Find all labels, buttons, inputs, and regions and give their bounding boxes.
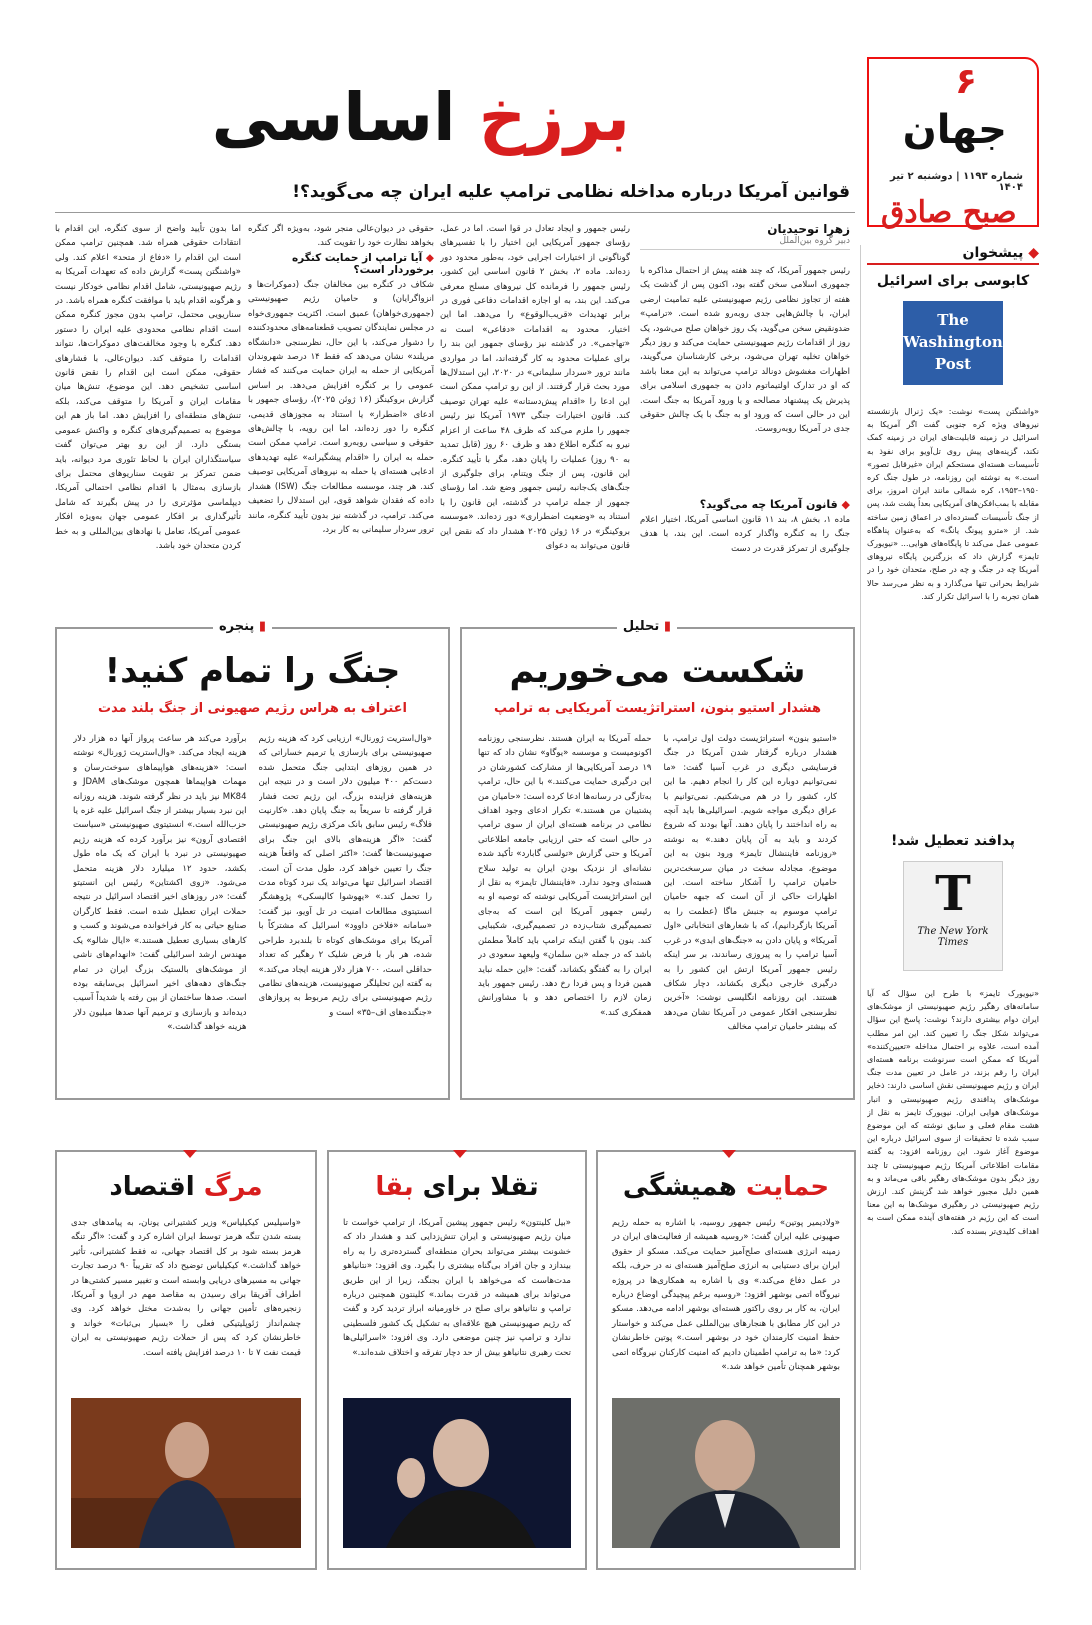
- clinton-photo: [343, 1398, 571, 1548]
- sidebar-item2-title: پدافند تعطیل شد!: [890, 833, 1016, 849]
- window-text-2: برآورد می‌کند هر ساعت پرواز آنها ده هزار دلار هزینه ایجاد می‌کند. «وال‌استریت ژورنال» نوشته است: «هزینه‌های هواپیماهای سوخت‌رسان و مهمات هواپیماها همچون موشک‌های JDAM و MK84 نیز باید در نظر گرفته شوند. هزینه روزانه این نبرد بسیار بیشتر از جنگ اسرائیل علیه غزه یا حزب‌الله است.» انستیتوی صهیونیستی «سیاست اقتصادی آرون» نیز برآورد کرده که هزینه رژیم صهیونیستی در نبرد با ایران که یک ماه طول بکشد، حدود ۱۲ میلیارد دلار هزینه متحمل می‌شود. «زوی اکشتاین» رئیس این انستیتو گفت: «در روزهای اخیر اقتصاد اسرائیل در نتیجه حملات ایران تعطیل شده است. فقط کارگران صنایع حیاتی به کار فراخوانده می‌شوند و کسب و کارهای بسیاری تعطیل هستند.» «ایال شالو» یک مهندس ارشد اسرائیلی گفت: «انهدام‌های ناشی از موشک‌های بالستیک بزرگ ایران در تمام جنگ‌های دهه‌های اخیر اسرائیل بی‌سابقه بوده است. صدها ساختمان از بین رفته یا شدیداً آسیب دیده‌اند و بازسازی و ترمیم آنها صدها میلیون دلار هزینه خواهد گذاشت.»: [73, 734, 247, 1033]
- economy-title: مرگ اقتصاد: [109, 1172, 263, 1202]
- author-role: دبیر گروه بین‌الملل: [640, 236, 850, 250]
- window-title: جنگ را تمام کنید!: [104, 651, 401, 691]
- economy-text: «واسیلیس کیکیلیاس» وزیر کشتیرانی یونان، به پیامدهای جدی بسته شدن تنگه هرمز توسط ایران اشاره کرد و گفت: «اگر تنگه هرمز بسته شود بر کل اقتصاد جهانی، نه فقط کشتیرانی، تأثیر خواهد گذاشت.» کیکیلیاس توضیح داد که تقریباً ۹۰ درصد تجارت جهانی به مسیرهای دریایی وابسته است و تغییر مسیر کشتی‌ها در اطراف آفریقا برای رسیدن به مقاصد مهم در اروپا و آمریکا، زنجیره‌های تأمین جهانی را به‌شدت مختل خواهد کرد. وی چشم‌انداز ژئوپلیتیکی فعلی را «بسیار بی‌ثبات» خواند و خاطرنشان کرد که پس از حملات رژیم صهیونیستی به ایران قیمت نفت ۷ تا ۱۰ درصد افزایش یافته است.: [71, 1218, 301, 1358]
- new-york-times-logo: T The New York Times: [903, 861, 1003, 971]
- window-box-label: ▮ پنجره: [213, 619, 272, 634]
- box-notch: [453, 1150, 467, 1158]
- lead-column-1: [640, 222, 850, 600]
- bottom-box-survival: [327, 1150, 587, 1570]
- person-photo-icon: [612, 1398, 840, 1548]
- main-subheadline: قوانین آمریکا درباره مداخله نظامی ترامپ علیه ایران چه می‌گوید؟!: [292, 182, 850, 202]
- window-subtitle: اعتراف به هراس رژیم صهیونی از جنگ بلند مدت: [98, 701, 407, 716]
- headline-black-part: اساسی: [211, 79, 456, 156]
- main-headline: [211, 78, 630, 158]
- lead-column-4: اما بدون تأیید واضح از سوی کنگره، این اقدام با انتقادات حقوقی همراه شد. همچنین ترامپ ممکن است این اقدام را «دفاع از متحد» اعلام کند. ولی «واشنگتن پست» گزارش داده که تعهدات آمریکا به رژیم صهیونیستی، شامل اقدام نظامی خودکار نیست و هرگونه اقدام باید با موافقت کنگره همراه باشد. در سناریویی محتمل، ترامپ بدون مجوز کنگره ممکن است اقدام نظامی محدودی علیه ایران را دستور دهد. کنگره با وجود مخالفت‌های دموکرات‌ها، نتواند اقدامات را متوقف کند. دیوان‌عالی، با فشارهای حقوقی، ممکن است این اقدام را نقض قانون اساسی تشخیص دهد. این موضوع، تنش‌ها میان مقامات ایران و آمریکا را متوقف می‌کند، بلکه تنش‌های منطقه‌ای را افزایش دهد. اما باز هم این موضوع به تصمیم‌گیری‌های کنگره و واکنش عمومی بستگی دارد. از این رو بهتر می‌توان گفت سیاستگذاران ایران با لحاظ تئوری مرد دیوانه، باید ضمن تمرکز بر تقویت سناریوهای محتمل برای بازسازی به‌مثال با اقدام نظامی احتمالی آمریکا، دیپلماسی مؤثرتری را در پیش بگیرند که شامل تأثیرگذاری بر افکار عمومی جهان به‌ویژه افکار عمومی آمریکا، تعامل با نهادهای بین‌المللی و به خط کردن متحدان خود باشد.: [55, 224, 241, 551]
- box-notch: [183, 1150, 197, 1158]
- putin-photo: [612, 1398, 840, 1548]
- survival-text: «بیل کلینتون» رئیس جمهور پیشین آمریکا، از ترامپ خواست تا میان رژیم صهیونیستی و ایران تنش‌زدایی کند و هشدار داد که خشونت بیشتر می‌تواند بحران منطقه‌ای گسترده‌تری را به راه بیندازد و جان افراد بی‌گناه بیشتری را بگیرد. وی افزود: «نتانیاهو مدت‌هاست که می‌خواهد با ایران بجنگد، زیرا از این طریق می‌تواند برای همیشه در قدرت بماند.» کلینتون همچنین درباره ترامپ و نتانیاهو برای صلح در خاورمیانه ابراز تردید کرد و گفت که رژیم صهیونیستی هیچ علاقه‌ای به تشکیل یک کشور فلسطینی ندارد و ترامپ نیز چنین موضعی دارد. وی افزود: «اسرائیلی‌ها تحت رهبری نتانیاهو بیش از حد دچار تفرقه و اختلاف شده‌اند.»: [343, 1218, 571, 1358]
- lead-question-2: ◆ آیا ترامپ از حمایت کنگره برخوردار است؟: [291, 252, 434, 276]
- sidebar-item2-text: «نیویورک تایمز» با طرح این سؤال که آیا سامانه‌های رهگیر رژیم صهیونیستی از موشک‌های ایران دوام بیشتری دارند؟ نوشت: پاسخ این سؤال می‌تواند شکل جنگ را تعیین کند. این امر مطلب آمده است، علاوه بر احتمال مداخله «تعیین‌کننده» آمریکا که ممکن است سرنوشت برنامه هسته‌ای ایران را رقم بزند، در عامل در تعیین مدت جنگ ایران و رژیم صهیونیستی نقش اساسی دارند: ذخایر موشک‌های پدافندی رژیم صهیونیستی و انبار موشک‌های هوایی ایران. نیویورک تایمز به نقل از هشت مقام فعلی و سابق نوشته که این موضوع سبب شده تا تحقیقات از سوی اسرائیل درباره این موضوع آغاز شود. این روزنامه افزود: به گفته مقامات اطلاعاتی آمریکا رژیم صهیونیستی تا چند روز دیگر بدون موشک‌های رهگیر باقی می‌ماند و به همین دلیل مجبور خواهد شد گزینش کند. ارزش رژیم صهیونیستی در رهگیری موشک‌ها به این معنا است که این رژیم در هفته‌های آینده ممکن است به اهداف کلیدی‌تر بسنده کند.: [867, 989, 1039, 1236]
- sidebar-label: ◆ پیشخوان: [867, 245, 1039, 265]
- brand-logo: صبح صادق: [881, 195, 1017, 230]
- section-title: جهان: [902, 107, 1007, 153]
- window-text-1: «وال‌استریت ژورنال» ارزیابی کرد که هزینه رژیم صهیونیستی برای بازسازی یا ترمیم خساراتی که در همین روزهای ابتدایی جنگ متحمل شده دست‌کم ۴۰۰ میلیون دلار است و در نتیجه این هزینه‌های فزاینده بزرگ، این رژیم تحت فشار قرار گرفته تا سریعاً به جنگ پایان دهد. «کارنیت فلاگ» رئیس سابق بانک مرکزی رژیم صهیونیستی گفت: «اگر هزینه‌های بالای این جنگ برای صهیونیست‌ها گفت: «اکثر اصلی که واقعاً هزینه جنگ را تعیین خواهد کرد، طول مدت آن است. اقتصاد اسرائیل تنها می‌تواند یک نبرد کوتاه مدت را تحمل کند.» «یهوشوا کالیسکی» پژوهشگر انستیتوی مطالعات امنیت در تل آویو، نیز گفت: «سامانه «فلاخن داوود» اسرائیل که مشترکاً با آمریکا برای موشک‌های کوتاه تا بلندبرد طراحی شده، هر بار با فرض شلیک ۲ رهگیر که تعداد حداقلی است، ۷۰۰ هزار دلار هزینه ایجاد می‌کند.» به گفته این تحلیلگر صهیونیست، هزینه‌های نظامی رژیم صهیونیستی برای رژیم مربوط به پروازهای «جنگنده‌های اف–۳۵» است و: [258, 734, 432, 1018]
- analysis-box: [460, 619, 855, 1100]
- lead-column-3: [248, 222, 434, 596]
- masthead-logo-box: [867, 57, 1039, 230]
- washington-post-logo: The Washington Post: [903, 301, 1003, 385]
- headline-red-part: برزخ: [478, 79, 630, 156]
- issue-line: شماره ۱۱۹۳ | دوشنبه ۲ تیر ۱۴۰۴: [889, 171, 1023, 193]
- analysis-text-1: «استیو بنون» استراتژیست دولت اول ترامپ، با هشدار درباره گرفتار شدن آمریکا در جنگ فرسایشی دیگری در غرب آسیا گفت: «ما نمی‌توانیم دوباره این کار را انجام دهیم. ما این کار، کشور را در هم می‌شکنیم. نمی‌توانیم با عراق دیگری مواجه شویم. اسرائیلی‌ها باید آنچه به راه انداختند را پایان دهند. آنها بودند که شروع کردند و باید به آن پایان دهند.» به نوشته «روزنامه فایننشال تایمز» ورود بنون به این موضوع، مجادله سخت در میان سرسخت‌ترین حامیان ترامپ را آشکار ساخته است. این اظهارات حاکی از آن است که جبهه حامیان ترامپ موسوم به جنبش ماگا (عظمت را به آمریکا بازگردانیم)، که با شعارهای انتخاباتی «اول آمریکا» و پایان دادن به «جنگ‌های ابدی» در غرب آسیا ترامپ را به پیروزی رساندند، بر سر اینکه رئیس جمهور آمریکا ارتش این کشور را به درگیری خارجی دیگری بکشاند، دچار شکاف هستند. این روزنامه انگلیسی نوشت: «آخرین نظرسنجی افکار عمومی در آمریکا نشان می‌دهد که بیشتر حامیان ترامپ مخالف: [663, 734, 837, 1033]
- support-title: حمایت همیشگی: [622, 1172, 830, 1202]
- person-photo-icon: [71, 1398, 301, 1548]
- window-box: [55, 619, 450, 1100]
- person-photo-icon: [343, 1398, 571, 1548]
- lead-question-1: ◆ قانون آمریکا چه می‌گوید؟: [699, 498, 850, 511]
- box-notch: [722, 1150, 736, 1158]
- survival-title: تقلا برای بقا: [375, 1172, 539, 1202]
- analysis-subtitle: هشدار استیو بنون، استراتژیست آمریکایی به ترامپ: [493, 701, 822, 716]
- top-rule: [55, 212, 855, 213]
- bottom-box-economy: [55, 1150, 317, 1570]
- support-text: «ولادیمیر پوتین» رئیس جمهور روسیه، با اشاره به حمله رژیم صهیونی علیه ایران گفت: «روسیه همیشه از فعالیت‌های ایران در زمینه انرژی هسته‌ای صلح‌آمیز حمایت می‌کند. مسکو از حقوق ایران برای دستیابی به انرژی صلح‌آمیز هسته‌ای نه در حرف، بلکه در عمل دفاع می‌کند.» وی با اشاره به همکاری‌ها در پروژه نیروگاه اتمی بوشهر افزود: «روسیه برغم پیچیدگی اوضاع درباره ایران، به کار بر روی راکتور هسته‌ای بوشهر ادامه می‌دهد. مسکو در این کار مطابق با هنجارهای بین‌المللی عمل می‌کند و خواستار حفظ امنیت کارمندان خود در بوشهر است.» پوتین خاطرنشان کرد: «ما به ترامپ اطمینان دادیم که امنیت کارکنان نیروگاه اتمی بوشهر همچنان تأمین خواهد شد.»: [612, 1218, 840, 1373]
- lead-text-1: رئیس جمهور آمریکا، که چند هفته پیش از احتمال مذاکره با جمهوری اسلامی سخن گفته بود، اکنون پس از گذشت یک هفته از تجاوز نظامی رژیم صهیونیستی علیه تمامیت ارضی ایران، با چالش‌هایی جدی روبه‌رو شده است. «ترامپ» ضدونقیض سخن می‌گوید، یک روز خواهان صلح می‌شود، یک روز از اقدامات رژیم صهیونیستی حمایت می‌کند و روز دیگر خواهان تخلیه تهران می‌شود، برخی کارشناسان می‌گویند، اظهارات مغشوش دونالد ترامپ می‌تواند به این معنا باشد که او در تدارک اولتیماتوم دادن به جمهوری اسلامی برای پذیرش یک پیشنهاد مصالحه و یا ورود آمریکا به جنگ است. این در حالی است که ورود او به جنگ با یک چالش حقوقی جدی در آمریکا روبه‌روست.: [640, 266, 850, 435]
- author-name: زهرا توحیدیان: [767, 222, 850, 236]
- kikilias-photo: [71, 1398, 301, 1548]
- lead-column-2: رئیس جمهور و ایجاد تعادل در قوا است. اما در عمل، رؤسای جمهور آمریکایی این اختیار را با تفسیرهای گوناگونی از اختیارات اجرایی خود، به‌طور محدود دور زده‌اند. ماده ۲، بخش ۲ قانون اساسی این کشور، رئیس جمهور را فرمانده کل نیروهای مسلح معرفی می‌کند. این بند، به او اجازه اقدامات دفاعی فوری در برابر تهدیدات «قریب‌الوقوع» را می‌دهد. اما این اختیار، محدود به اقدامات «دفاعی» است نه «تهاجمی». در گذشته نیز رؤسای جمهور این بند را برای عملیات محدود به کار گرفته‌اند، اما در مواردی مانند ترور «سردار سلیمانی» در ۲۰۲۰، این استدلال‌ها مورد بحث قرار گرفتند. از این رو ترامپ ممکن است این ادعا را «اقدام پیش‌دستانه» علیه تهران توصیف کند. قانون اختیارات جنگی ۱۹۷۳ آمریکا نیز رئیس جمهور را ملزم می‌کند که ظرف ۴۸ ساعت از اعزام نیرو به کنگره اطلاع دهد و ظرف ۶۰ روز (قابل تمدید به ۹۰ روز) عملیات را پایان دهد، مگر با تأیید کنگره. این قانون، پس از جنگ ویتنام، برای جلوگیری از جنگ‌های یک‌جانبه رئیس جمهور وضع شد. اما رؤسای جمهور از جمله ترامپ در گذشته، این قانون را با استناد به «وضعیت اضطراری» دور زده‌اند. «موسسه بروکینگز» در ۱۶ ژوئن ۲۰۲۵ هشدار داد که نقض این قانون می‌تواند به دعوای: [440, 224, 630, 551]
- sidebar-item1-title: کابوسی برای اسرائیل: [876, 273, 1030, 289]
- lead-text-3: حقوقی در دیوان‌عالی منجر شود، به‌ویژه اگر کنگره بخواهد نظارت خود را تقویت کند.: [248, 224, 434, 249]
- lead-text-3b: شکاف در کنگره بین مخالفان جنگ (دموکرات‌ها و انزواگرایان) و حامیان رژیم صهیونیستی (جمهوری‌خواهان) عمیق است. اکثریت جمهوری‌خواه در مجلس نمایندگان تصویب قطعنامه‌های محدودکننده را دشوار می‌کند، با این حال، نظرسنجی «دانشگاه مریلند» نشان می‌دهد که فقط ۱۴ درصد شهروندان آمریکایی از حمله به ایران حمایت می‌کنند که فشار عمومی را بر کنگره افزایش می‌دهد. بر اساس گزارش بروکینگز (۱۶ ژوئن ۲۰۲۵)، رؤسای جمهور با ادعای «اضطرار» یا استناد به مجوزهای قدیمی، کنگره را دور زده‌اند، اما این رویه، با چالش‌های حقوقی و سیاسی روبه‌رو است. ترامپ ممکن است حمله به ایران را «اقدام پیشگیرانه» علیه تهدیدهای ادعایی هسته‌ای یا حمله به نیروهای آمریکایی توصیف کند. هر چند، موسسه مطالعات جنگ (ISW) هشدار داده که فقدان شواهد قوی، این استدلال را تضعیف می‌کند. ترامپ، در گذشته نیز بدون تأیید کنگره، مانند ترور سردار سلیمانی به کار برد،: [248, 280, 434, 535]
- sidebar: [867, 245, 1039, 1570]
- page-number: ۶: [955, 61, 977, 102]
- analysis-text-2: حمله آمریکا به ایران هستند. نظرسنجی روزنامه اکونومیست و موسسه «یوگاو» نشان داد که تنها ۱۹ درصد آمریکایی‌ها از مشارکت کشورشان در این درگیری حمایت می‌کنند.» با این حال، ترامپ به‌تازگی در رسانه‌ها ادعا کرده است: «حامیان من پشتیبان من هستند.» تکرار ادعای وجود اهداف نظامی در برنامه هسته‌ای ایران از سوی ترامپ در حالی است که حتی ارزیابی جامعه اطلاعاتی آمریکا و حتی گزارش «تولسی گابارد» تأکید شده نشانه‌ای از نزدیک بودن ایران به تولید سلاح هسته‌ای وجود ندارد. «فایننشال تایمز» به نقل از این استراتژیست آمریکایی نوشته که توصیه او به رئیس جمهور آمریکا این است که به‌جای تصمیم‌گیری شتاب‌زده در تصمیم‌گیری، شکیبایی کند. بنون با گفتن اینکه ترامپ باید کاملاً مطمئن باشد که در جمله «بن سلمان» ولیعهد سعودی در ایران را به گفتگو بکشاند، گفت: «این حمله نباید همین فردا و پس فردا رخ دهد. رئیس جمهور باید زمان لازم را اختصاص دهد و با مشاورانش همفکری کند.»: [478, 734, 652, 1018]
- analysis-box-label: ▮ تحلیل: [617, 619, 677, 634]
- sidebar-item1-text: «واشنگتن پست» نوشت: «یک ژنرال بازنشسته نیروهای ویژه کره جنوبی گفت اگر آمریکا به اسرائیل در زمینه قابلیت‌های ایران در زمینه کمک نکند، گزینه‌های پیش روی تل‌آویو برای نفوذ به تأسیسات هسته‌ای مستحکم ایران «غیرقابل تصور» است.» به نوشته این روزنامه، در طول جنگ کره ۱۹۵۰–۱۹۵۳، کره شمالی مانند ایران امروز، برای مقابله با بمب‌افکن‌های آمریکایی بعداً پشت شد، پس از جنگ تأسیسات گسترده‌ای در اعماق زمین ساخته شد. از «مترو پیونگ یانگ» که به‌عنوان پناهگاه عمومی عمل می‌کند تا پایگاه‌های هوایی... «نیویورک تایمز» گزارش داد که بزرگترین پایگاه نیروهای آمریکا چه در جنگ و چه در صلح، متحدان خود را در شرایط بحرانی تنها می‌گذارد و به نظر می‌رسد حالا همان تجربه را با اسرائیل تکرار کند.: [867, 407, 1039, 601]
- nyt-letter-icon: T: [935, 866, 971, 922]
- bottom-box-support: [596, 1150, 856, 1570]
- sidebar-divider: [860, 245, 861, 1570]
- analysis-title: شکست می‌خوریم: [509, 651, 806, 691]
- lead-text-1b: ماده ۱، بخش ۸، بند ۱۱ قانون اساسی آمریکا، اختیار اعلام جنگ را به کنگره واگذار کرده است. این بند، با هدف جلوگیری از تمرکز قدرت در دست: [640, 515, 850, 554]
